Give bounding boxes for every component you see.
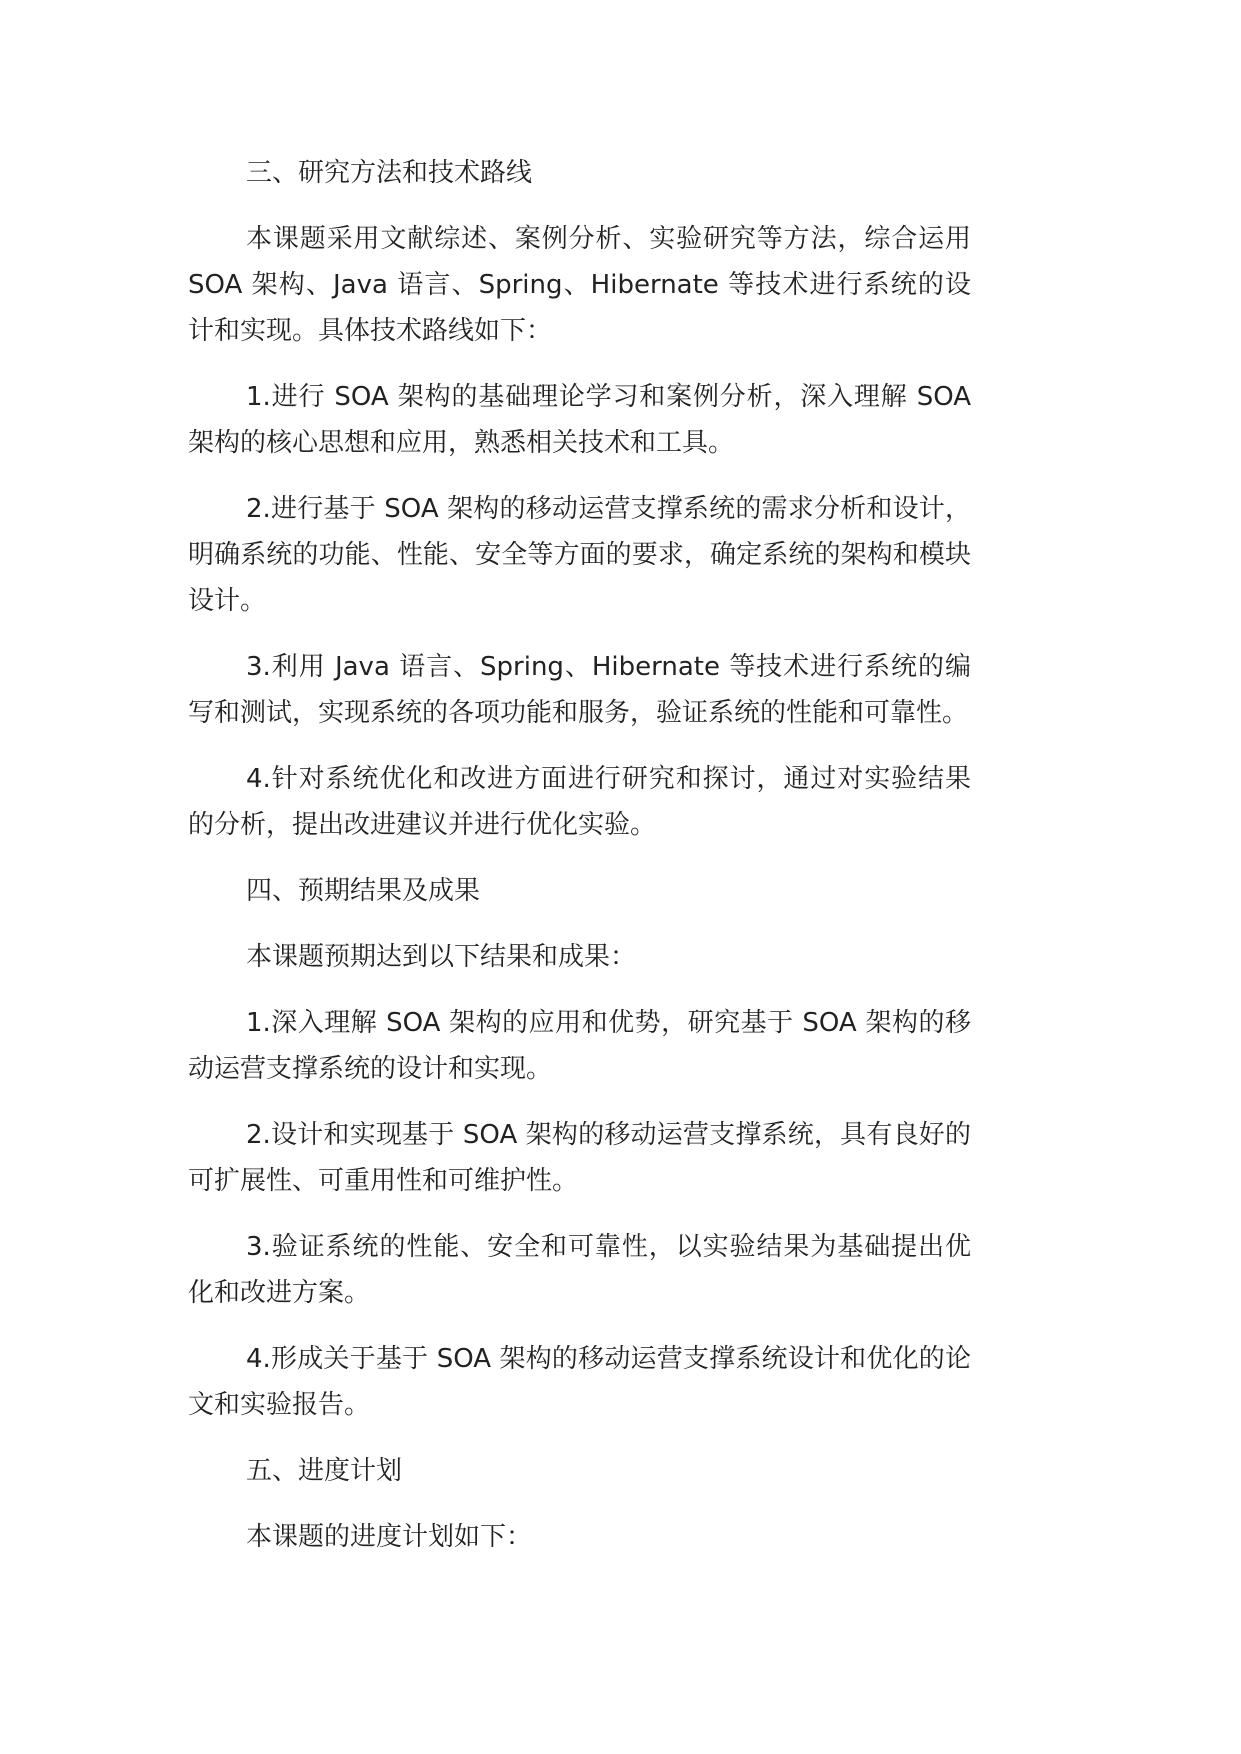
section-heading-expected-results: 四、预期结果及成果 (246, 876, 481, 906)
section-heading-schedule: 五、进度计划 (246, 1456, 403, 1486)
paragraph-route-step-3: 3.利用 Java 语言、Spring、Hibernate 等技术进行系统的编写和测试，实现系统的各项功能和服务，验证系统的性能和可靠性。 (188, 652, 971, 728)
paragraph-methods-intro: 本课题采用文献综述、案例分析、实验研究等方法，综合运用 SOA 架构、Java 语言、Spring、Hibernate 等技术进行系统的设计和实现。具体技术路线如下： (188, 224, 971, 346)
paragraph-result-3: 3.验证系统的性能、安全和可靠性，以实验结果为基础提出优化和改进方案。 (188, 1232, 971, 1308)
paragraph-schedule-intro: 本课题的进度计划如下： (246, 1522, 533, 1552)
paragraph-route-step-1: 1.进行 SOA 架构的基础理论学习和案例分析，深入理解 SOA 架构的核心思想和应用，熟悉相关技术和工具。 (188, 382, 971, 458)
paragraph-route-step-4: 4.针对系统优化和改进方面进行研究和探讨，通过对实验结果的分析，提出改进建议并进行优化实验。 (188, 764, 971, 840)
paragraph-result-2: 2.设计和实现基于 SOA 架构的移动运营支撑系统，具有良好的可扩展性、可重用性和可维护性。 (188, 1120, 971, 1196)
paragraph-results-intro: 本课题预期达到以下结果和成果： (246, 942, 637, 972)
paragraph-result-1: 1.深入理解 SOA 架构的应用和优势，研究基于 SOA 架构的移动运营支撑系统的设计和实现。 (188, 1008, 971, 1084)
section-heading-research-methods: 三、研究方法和技术路线 (246, 158, 533, 188)
paragraph-route-step-2: 2.进行基于 SOA 架构的移动运营支撑系统的需求分析和设计，明确系统的功能、性能、安全等方面的要求，确定系统的架构和模块设计。 (188, 494, 971, 616)
paragraph-result-4: 4.形成关于基于 SOA 架构的移动运营支撑系统设计和优化的论文和实验报告。 (188, 1344, 971, 1420)
